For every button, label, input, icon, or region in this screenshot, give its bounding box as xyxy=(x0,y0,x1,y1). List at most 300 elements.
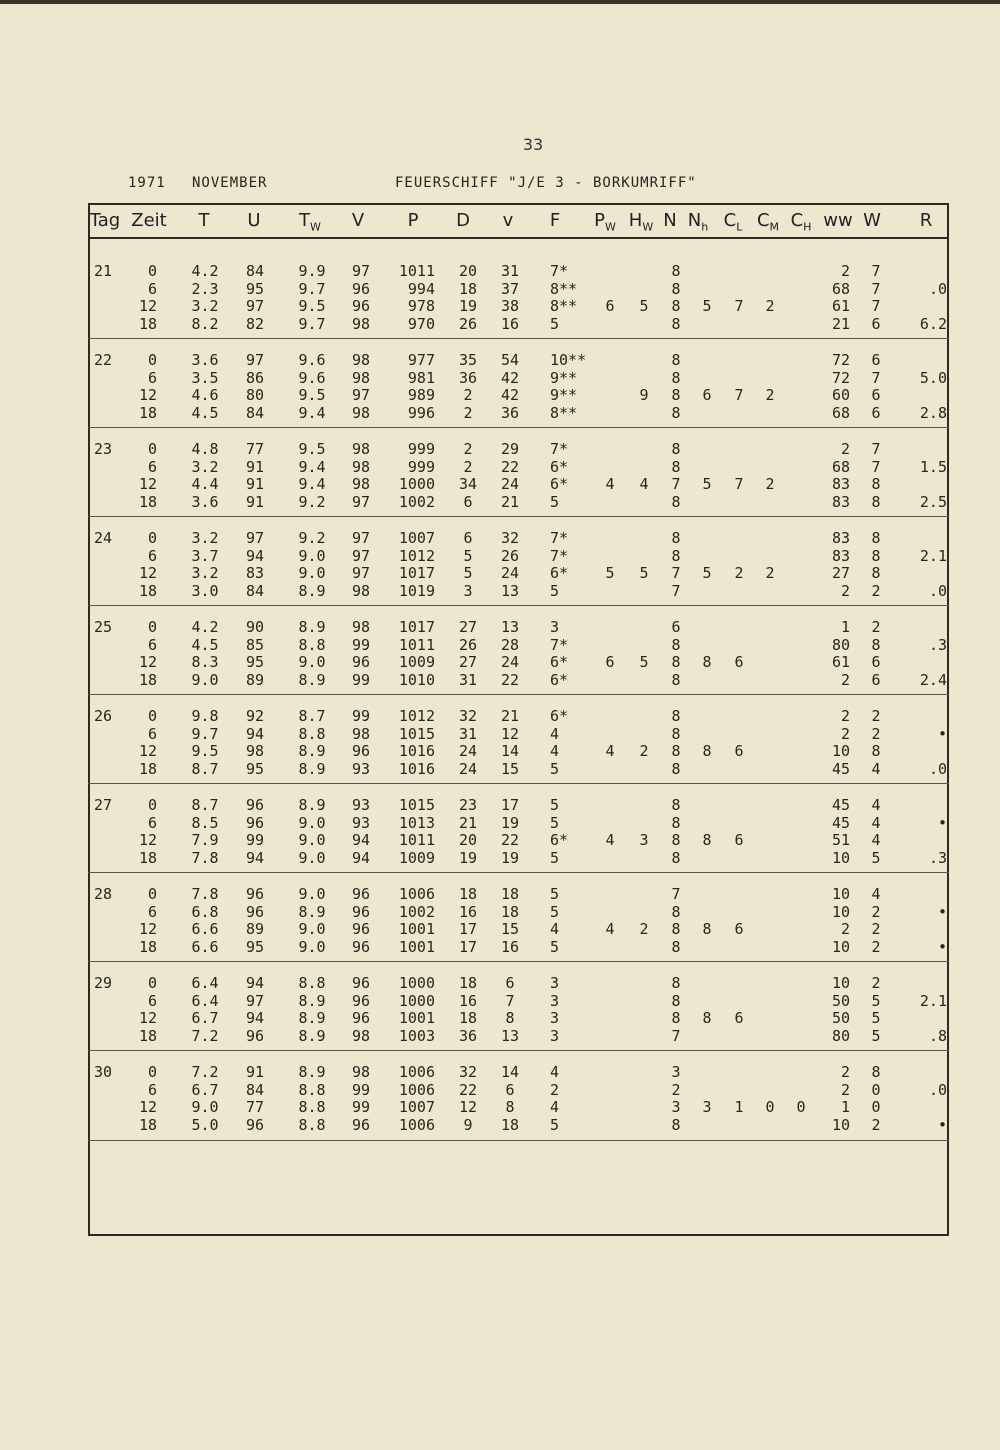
cell-ww: 10 xyxy=(831,937,850,956)
cell-zeit: 0 xyxy=(147,262,157,280)
day-label: 21 xyxy=(94,262,113,280)
cell-tw: 9.0 xyxy=(298,564,326,583)
cell-u: 89 xyxy=(245,920,265,939)
cell-cl: 1 xyxy=(734,1098,744,1117)
cell-f: 7* xyxy=(550,529,569,547)
cell-d: 27 xyxy=(458,618,478,636)
cell-u: 94 xyxy=(245,724,265,743)
cell-cl: 6 xyxy=(734,831,744,850)
cell-p: 1013 xyxy=(398,813,435,832)
cell-w: 2 xyxy=(871,920,881,939)
cell-v: 16 xyxy=(500,314,520,333)
cell-v: 99 xyxy=(351,1080,371,1099)
cell-r: .0 xyxy=(928,581,947,600)
cell-v: 54 xyxy=(500,351,520,369)
cell-f: 6* xyxy=(550,564,569,583)
cell-v: 15 xyxy=(500,759,520,778)
cell-n: 8 xyxy=(671,796,681,814)
cell-f: 9** xyxy=(550,386,578,405)
cell-n: 8 xyxy=(671,403,681,422)
day-label: 24 xyxy=(94,529,113,547)
cell-tw: 8.8 xyxy=(298,1098,326,1117)
cell-v: 96 xyxy=(351,742,371,761)
cell-r: • xyxy=(937,813,947,832)
cell-r: .0 xyxy=(928,279,947,298)
day-separator xyxy=(88,694,949,695)
cell-p: 1015 xyxy=(398,796,435,814)
cell-u: 96 xyxy=(245,796,265,814)
cell-v: 42 xyxy=(500,386,520,405)
cell-tw: 8.9 xyxy=(298,1063,326,1081)
cell-t: 7.9 xyxy=(191,831,219,850)
cell-d: 23 xyxy=(458,796,478,814)
cell-v: 22 xyxy=(500,670,520,689)
cell-r: • xyxy=(937,937,947,956)
cell-tw: 9.9 xyxy=(298,262,326,280)
cell-p: 1007 xyxy=(398,529,435,547)
cell-hw: 5 xyxy=(639,653,649,672)
cell-v: 31 xyxy=(500,262,520,280)
cell-tw: 8.8 xyxy=(298,1080,326,1099)
cell-tw: 8.9 xyxy=(298,618,326,636)
column-header-ch: $C_H$ xyxy=(790,210,812,234)
cell-tw: 8.9 xyxy=(298,1026,326,1045)
cell-p: 1000 xyxy=(398,974,435,992)
cell-d: 21 xyxy=(458,813,478,832)
cell-d: 6 xyxy=(463,492,473,511)
cell-n: 8 xyxy=(671,351,681,369)
cell-r: • xyxy=(937,724,947,743)
cell-tw: 8.9 xyxy=(298,670,326,689)
cell-t: 8.7 xyxy=(191,759,219,778)
day-separator xyxy=(88,783,949,784)
cell-f: 7* xyxy=(550,440,569,458)
cell-n: 8 xyxy=(671,297,681,316)
cell-d: 20 xyxy=(458,262,478,280)
cell-v: 32 xyxy=(500,529,520,547)
cell-ww: 61 xyxy=(831,297,850,316)
cell-p: 1016 xyxy=(398,742,435,761)
cell-ww: 10 xyxy=(831,1115,850,1134)
cell-nh: 5 xyxy=(702,297,712,316)
cell-t: 4.5 xyxy=(191,635,219,654)
cell-p: 1000 xyxy=(398,991,435,1010)
cell-t: 4.5 xyxy=(191,403,219,422)
cell-v: 99 xyxy=(351,635,371,654)
cell-v: 21 xyxy=(500,492,520,511)
cell-w: 7 xyxy=(871,297,881,316)
cell-w: 6 xyxy=(871,386,881,405)
cell-hw: 4 xyxy=(639,475,649,494)
cell-nh: 8 xyxy=(702,831,712,850)
cell-zeit: 12 xyxy=(138,564,157,583)
cell-f: 9** xyxy=(550,368,578,387)
cell-v: 22 xyxy=(500,457,520,476)
cell-ww: 68 xyxy=(831,403,850,422)
cell-zeit: 18 xyxy=(138,492,157,511)
cell-cl: 7 xyxy=(734,475,744,494)
cell-n: 8 xyxy=(671,529,681,547)
cell-r: • xyxy=(937,1115,947,1134)
cell-r: 1.5 xyxy=(919,457,947,476)
cell-n: 2 xyxy=(671,1080,681,1099)
cell-ww: 68 xyxy=(831,457,850,476)
day-separator xyxy=(88,516,949,517)
cell-p: 1017 xyxy=(398,618,435,636)
column-header-w: W xyxy=(863,210,881,231)
cell-u: 91 xyxy=(245,492,265,511)
cell-zeit: 18 xyxy=(138,314,157,333)
cell-d: 22 xyxy=(458,1080,478,1099)
day-label: 26 xyxy=(94,707,113,725)
cell-n: 8 xyxy=(671,848,681,867)
cell-t: 3.7 xyxy=(191,546,219,565)
cell-w: 2 xyxy=(871,902,881,921)
cell-n: 8 xyxy=(671,902,681,921)
column-header-p: P xyxy=(407,210,419,231)
cell-zeit: 6 xyxy=(147,724,157,743)
cell-pw: 4 xyxy=(605,742,615,761)
cell-nh: 8 xyxy=(702,742,712,761)
cell-t: 3.6 xyxy=(191,492,219,511)
cell-u: 96 xyxy=(245,1026,265,1045)
cell-tw: 9.7 xyxy=(298,314,326,333)
cell-v: 96 xyxy=(351,1115,371,1134)
column-header-f: F xyxy=(549,210,561,231)
day-separator xyxy=(88,338,949,339)
cell-v: 94 xyxy=(351,848,371,867)
cell-ww: 27 xyxy=(831,564,850,583)
cell-f: 5 xyxy=(550,314,560,333)
cell-u: 96 xyxy=(245,902,265,921)
cell-w: 4 xyxy=(871,831,881,850)
cell-w: 7 xyxy=(871,368,881,387)
cell-zeit: 12 xyxy=(138,742,157,761)
cell-zeit: 6 xyxy=(147,546,157,565)
cell-v: 7 xyxy=(505,991,515,1010)
cell-zeit: 12 xyxy=(138,297,157,316)
cell-f: 4 xyxy=(550,724,560,743)
cell-w: 7 xyxy=(871,262,881,280)
cell-t: 7.8 xyxy=(191,885,219,903)
cell-cm: 2 xyxy=(765,386,775,405)
cell-v: 96 xyxy=(351,885,371,903)
cell-zeit: 0 xyxy=(147,529,157,547)
cell-ww: 50 xyxy=(831,1009,850,1028)
cell-d: 34 xyxy=(458,475,478,494)
cell-zeit: 0 xyxy=(147,796,157,814)
year-label: 1971 xyxy=(128,175,166,191)
cell-u: 82 xyxy=(245,314,265,333)
cell-u: 91 xyxy=(245,457,265,476)
cell-p: 1001 xyxy=(398,937,435,956)
cell-ww: 61 xyxy=(831,653,850,672)
cell-p: 1002 xyxy=(398,492,435,511)
cell-f: 8** xyxy=(550,403,578,422)
cell-v: 6 xyxy=(505,974,515,992)
cell-nh: 5 xyxy=(702,475,712,494)
cell-n: 7 xyxy=(671,1026,681,1045)
cell-n: 8 xyxy=(671,1115,681,1134)
cell-u: 89 xyxy=(245,670,265,689)
cell-zeit: 6 xyxy=(147,279,157,298)
cell-zeit: 0 xyxy=(147,351,157,369)
cell-d: 32 xyxy=(458,707,478,725)
cell-v: 99 xyxy=(351,707,371,725)
cell-v: 97 xyxy=(351,529,371,547)
cell-p: 1017 xyxy=(398,564,435,583)
cell-tw: 9.4 xyxy=(298,457,326,476)
top-border xyxy=(0,0,1000,4)
cell-v: 8 xyxy=(505,1009,515,1028)
cell-v: 18 xyxy=(500,1115,520,1134)
cell-nh: 6 xyxy=(702,386,712,405)
cell-ww: 10 xyxy=(831,885,850,903)
cell-r: 5.0 xyxy=(919,368,947,387)
cell-n: 8 xyxy=(671,262,681,280)
cell-pw: 6 xyxy=(605,653,615,672)
cell-f: 7* xyxy=(550,635,569,654)
cell-v: 17 xyxy=(500,796,520,814)
cell-p: 1006 xyxy=(398,1115,435,1134)
cell-u: 97 xyxy=(245,529,265,547)
cell-d: 24 xyxy=(458,759,478,778)
cell-n: 8 xyxy=(671,724,681,743)
cell-u: 84 xyxy=(245,403,265,422)
cell-tw: 8.8 xyxy=(298,635,326,654)
day-label: 23 xyxy=(94,440,113,458)
cell-v: 93 xyxy=(351,796,371,814)
day-label: 30 xyxy=(94,1063,113,1081)
cell-zeit: 0 xyxy=(147,618,157,636)
cell-d: 20 xyxy=(458,831,478,850)
cell-u: 77 xyxy=(245,1098,265,1117)
cell-w: 8 xyxy=(871,564,881,583)
cell-v: 24 xyxy=(500,475,520,494)
cell-n: 8 xyxy=(671,991,681,1010)
cell-cl: 7 xyxy=(734,386,744,405)
cell-p: 978 xyxy=(407,297,435,316)
cell-f: 4 xyxy=(550,1098,560,1117)
cell-w: 5 xyxy=(871,991,881,1010)
cell-t: 6.8 xyxy=(191,902,219,921)
cell-nh: 8 xyxy=(702,653,712,672)
cell-n: 8 xyxy=(671,759,681,778)
cell-t: 3.0 xyxy=(191,581,219,600)
cell-v: 18 xyxy=(500,885,520,903)
cell-zeit: 18 xyxy=(138,581,157,600)
cell-d: 31 xyxy=(458,670,478,689)
cell-zeit: 6 xyxy=(147,635,157,654)
cell-tw: 9.2 xyxy=(298,492,326,511)
cell-u: 92 xyxy=(245,707,265,725)
day-separator xyxy=(88,427,949,428)
cell-tw: 9.0 xyxy=(298,813,326,832)
cell-p: 1010 xyxy=(398,670,435,689)
cell-d: 18 xyxy=(458,1009,478,1028)
cell-v: 24 xyxy=(500,564,520,583)
cell-d: 36 xyxy=(458,368,478,387)
cell-tw: 9.6 xyxy=(298,368,326,387)
cell-t: 8.3 xyxy=(191,653,219,672)
cell-d: 2 xyxy=(463,440,473,458)
cell-v: 24 xyxy=(500,653,520,672)
cell-tw: 8.8 xyxy=(298,724,326,743)
cell-ch: 0 xyxy=(796,1098,806,1117)
cell-n: 8 xyxy=(671,386,681,405)
cell-ww: 10 xyxy=(831,848,850,867)
column-header-cl: $C_L$ xyxy=(723,210,743,234)
cell-zeit: 18 xyxy=(138,403,157,422)
cell-w: 2 xyxy=(871,974,881,992)
cell-nh: 3 xyxy=(702,1098,712,1117)
cell-t: 2.3 xyxy=(191,279,219,298)
cell-tw: 9.0 xyxy=(298,831,326,850)
day-label: 22 xyxy=(94,351,113,369)
cell-p: 981 xyxy=(407,368,435,387)
cell-t: 3.5 xyxy=(191,368,219,387)
cell-r: .3 xyxy=(928,635,947,654)
cell-d: 12 xyxy=(458,1098,478,1117)
cell-t: 4.8 xyxy=(191,440,219,458)
cell-p: 977 xyxy=(407,351,435,369)
cell-w: 5 xyxy=(871,848,881,867)
cell-zeit: 12 xyxy=(138,1098,157,1117)
cell-v: 96 xyxy=(351,297,371,316)
cell-v: 93 xyxy=(351,759,371,778)
cell-r: 2.4 xyxy=(919,670,947,689)
cell-zeit: 0 xyxy=(147,440,157,458)
cell-r: 2.1 xyxy=(919,991,947,1010)
cell-f: 5 xyxy=(550,759,560,778)
cell-v: 21 xyxy=(500,707,520,725)
cell-v: 14 xyxy=(500,1063,520,1081)
cell-v: 98 xyxy=(351,457,371,476)
ship-title: FEUERSCHIFF "J/E 3 - BORKUMRIFF" xyxy=(395,175,697,191)
cell-t: 3.6 xyxy=(191,351,219,369)
cell-zeit: 18 xyxy=(138,937,157,956)
cell-f: 5 xyxy=(550,1115,560,1134)
cell-zeit: 0 xyxy=(147,885,157,903)
cell-v: 15 xyxy=(500,920,520,939)
cell-w: 8 xyxy=(871,529,881,547)
column-header-v: V xyxy=(351,210,365,231)
cell-p: 1007 xyxy=(398,1098,435,1117)
cell-v: 98 xyxy=(351,618,371,636)
cell-pw: 5 xyxy=(605,564,615,583)
cell-hw: 2 xyxy=(639,742,649,761)
cell-n: 8 xyxy=(671,440,681,458)
cell-ww: 2 xyxy=(840,724,850,743)
cell-v: 29 xyxy=(500,440,520,458)
cell-t: 3.2 xyxy=(191,457,219,476)
cell-n: 3 xyxy=(671,1098,681,1117)
cell-v: 96 xyxy=(351,653,371,672)
cell-v: 98 xyxy=(351,440,371,458)
cell-zeit: 0 xyxy=(147,974,157,992)
cell-w: 6 xyxy=(871,403,881,422)
cell-v: 93 xyxy=(351,813,371,832)
cell-u: 84 xyxy=(245,262,265,280)
cell-ww: 10 xyxy=(831,974,850,992)
cell-t: 7.8 xyxy=(191,848,219,867)
cell-w: 4 xyxy=(871,759,881,778)
column-header-hw: $H_W$ xyxy=(628,210,654,234)
cell-ww: 83 xyxy=(831,529,850,547)
cell-tw: 8.8 xyxy=(298,1115,326,1134)
cell-p: 1019 xyxy=(398,581,435,600)
cell-ww: 1 xyxy=(840,1098,850,1117)
cell-d: 17 xyxy=(458,920,478,939)
column-header-tag: Tag xyxy=(89,210,121,231)
cell-p: 1011 xyxy=(398,635,435,654)
cell-u: 94 xyxy=(245,1009,265,1028)
cell-d: 18 xyxy=(458,279,478,298)
cell-f: 5 xyxy=(550,902,560,921)
cell-nh: 8 xyxy=(702,920,712,939)
cell-tw: 9.0 xyxy=(298,546,326,565)
cell-f: 10** xyxy=(550,351,587,369)
cell-ww: 83 xyxy=(831,546,850,565)
cell-n: 8 xyxy=(671,974,681,992)
cell-p: 1011 xyxy=(398,831,435,850)
cell-d: 19 xyxy=(458,848,478,867)
cell-tw: 9.5 xyxy=(298,297,326,316)
cell-tw: 9.0 xyxy=(298,885,326,903)
cell-ww: 68 xyxy=(831,279,850,298)
cell-zeit: 6 xyxy=(147,457,157,476)
cell-v: 12 xyxy=(500,724,520,743)
column-header-r: R xyxy=(919,210,933,231)
cell-v: 98 xyxy=(351,1026,371,1045)
cell-d: 2 xyxy=(463,403,473,422)
cell-zeit: 0 xyxy=(147,1063,157,1081)
cell-p: 999 xyxy=(407,457,435,476)
cell-zeit: 12 xyxy=(138,1009,157,1028)
cell-n: 8 xyxy=(671,492,681,511)
day-label: 29 xyxy=(94,974,113,992)
cell-p: 1015 xyxy=(398,724,435,743)
day-label: 27 xyxy=(94,796,113,814)
cell-p: 1012 xyxy=(398,707,435,725)
cell-u: 86 xyxy=(245,368,265,387)
cell-u: 91 xyxy=(245,1063,265,1081)
cell-tw: 9.0 xyxy=(298,848,326,867)
cell-ww: 1 xyxy=(840,618,850,636)
cell-u: 95 xyxy=(245,937,265,956)
cell-u: 80 xyxy=(245,386,265,405)
cell-f: 5 xyxy=(550,813,560,832)
cell-u: 85 xyxy=(245,635,265,654)
column-header-ww: ww xyxy=(823,210,853,231)
cell-zeit: 18 xyxy=(138,670,157,689)
cell-f: 3 xyxy=(550,1026,560,1045)
cell-ww: 72 xyxy=(831,368,850,387)
cell-w: 2 xyxy=(871,724,881,743)
cell-d: 18 xyxy=(458,974,478,992)
cell-cl: 6 xyxy=(734,742,744,761)
cell-d: 9 xyxy=(463,1115,473,1134)
cell-n: 8 xyxy=(671,831,681,850)
cell-p: 1006 xyxy=(398,885,435,903)
cell-ww: 2 xyxy=(840,1063,850,1081)
cell-t: 3.2 xyxy=(191,564,219,583)
cell-f: 5 xyxy=(550,937,560,956)
cell-u: 77 xyxy=(245,440,265,458)
cell-zeit: 6 xyxy=(147,991,157,1010)
cell-p: 1000 xyxy=(398,475,435,494)
cell-w: 0 xyxy=(871,1080,881,1099)
